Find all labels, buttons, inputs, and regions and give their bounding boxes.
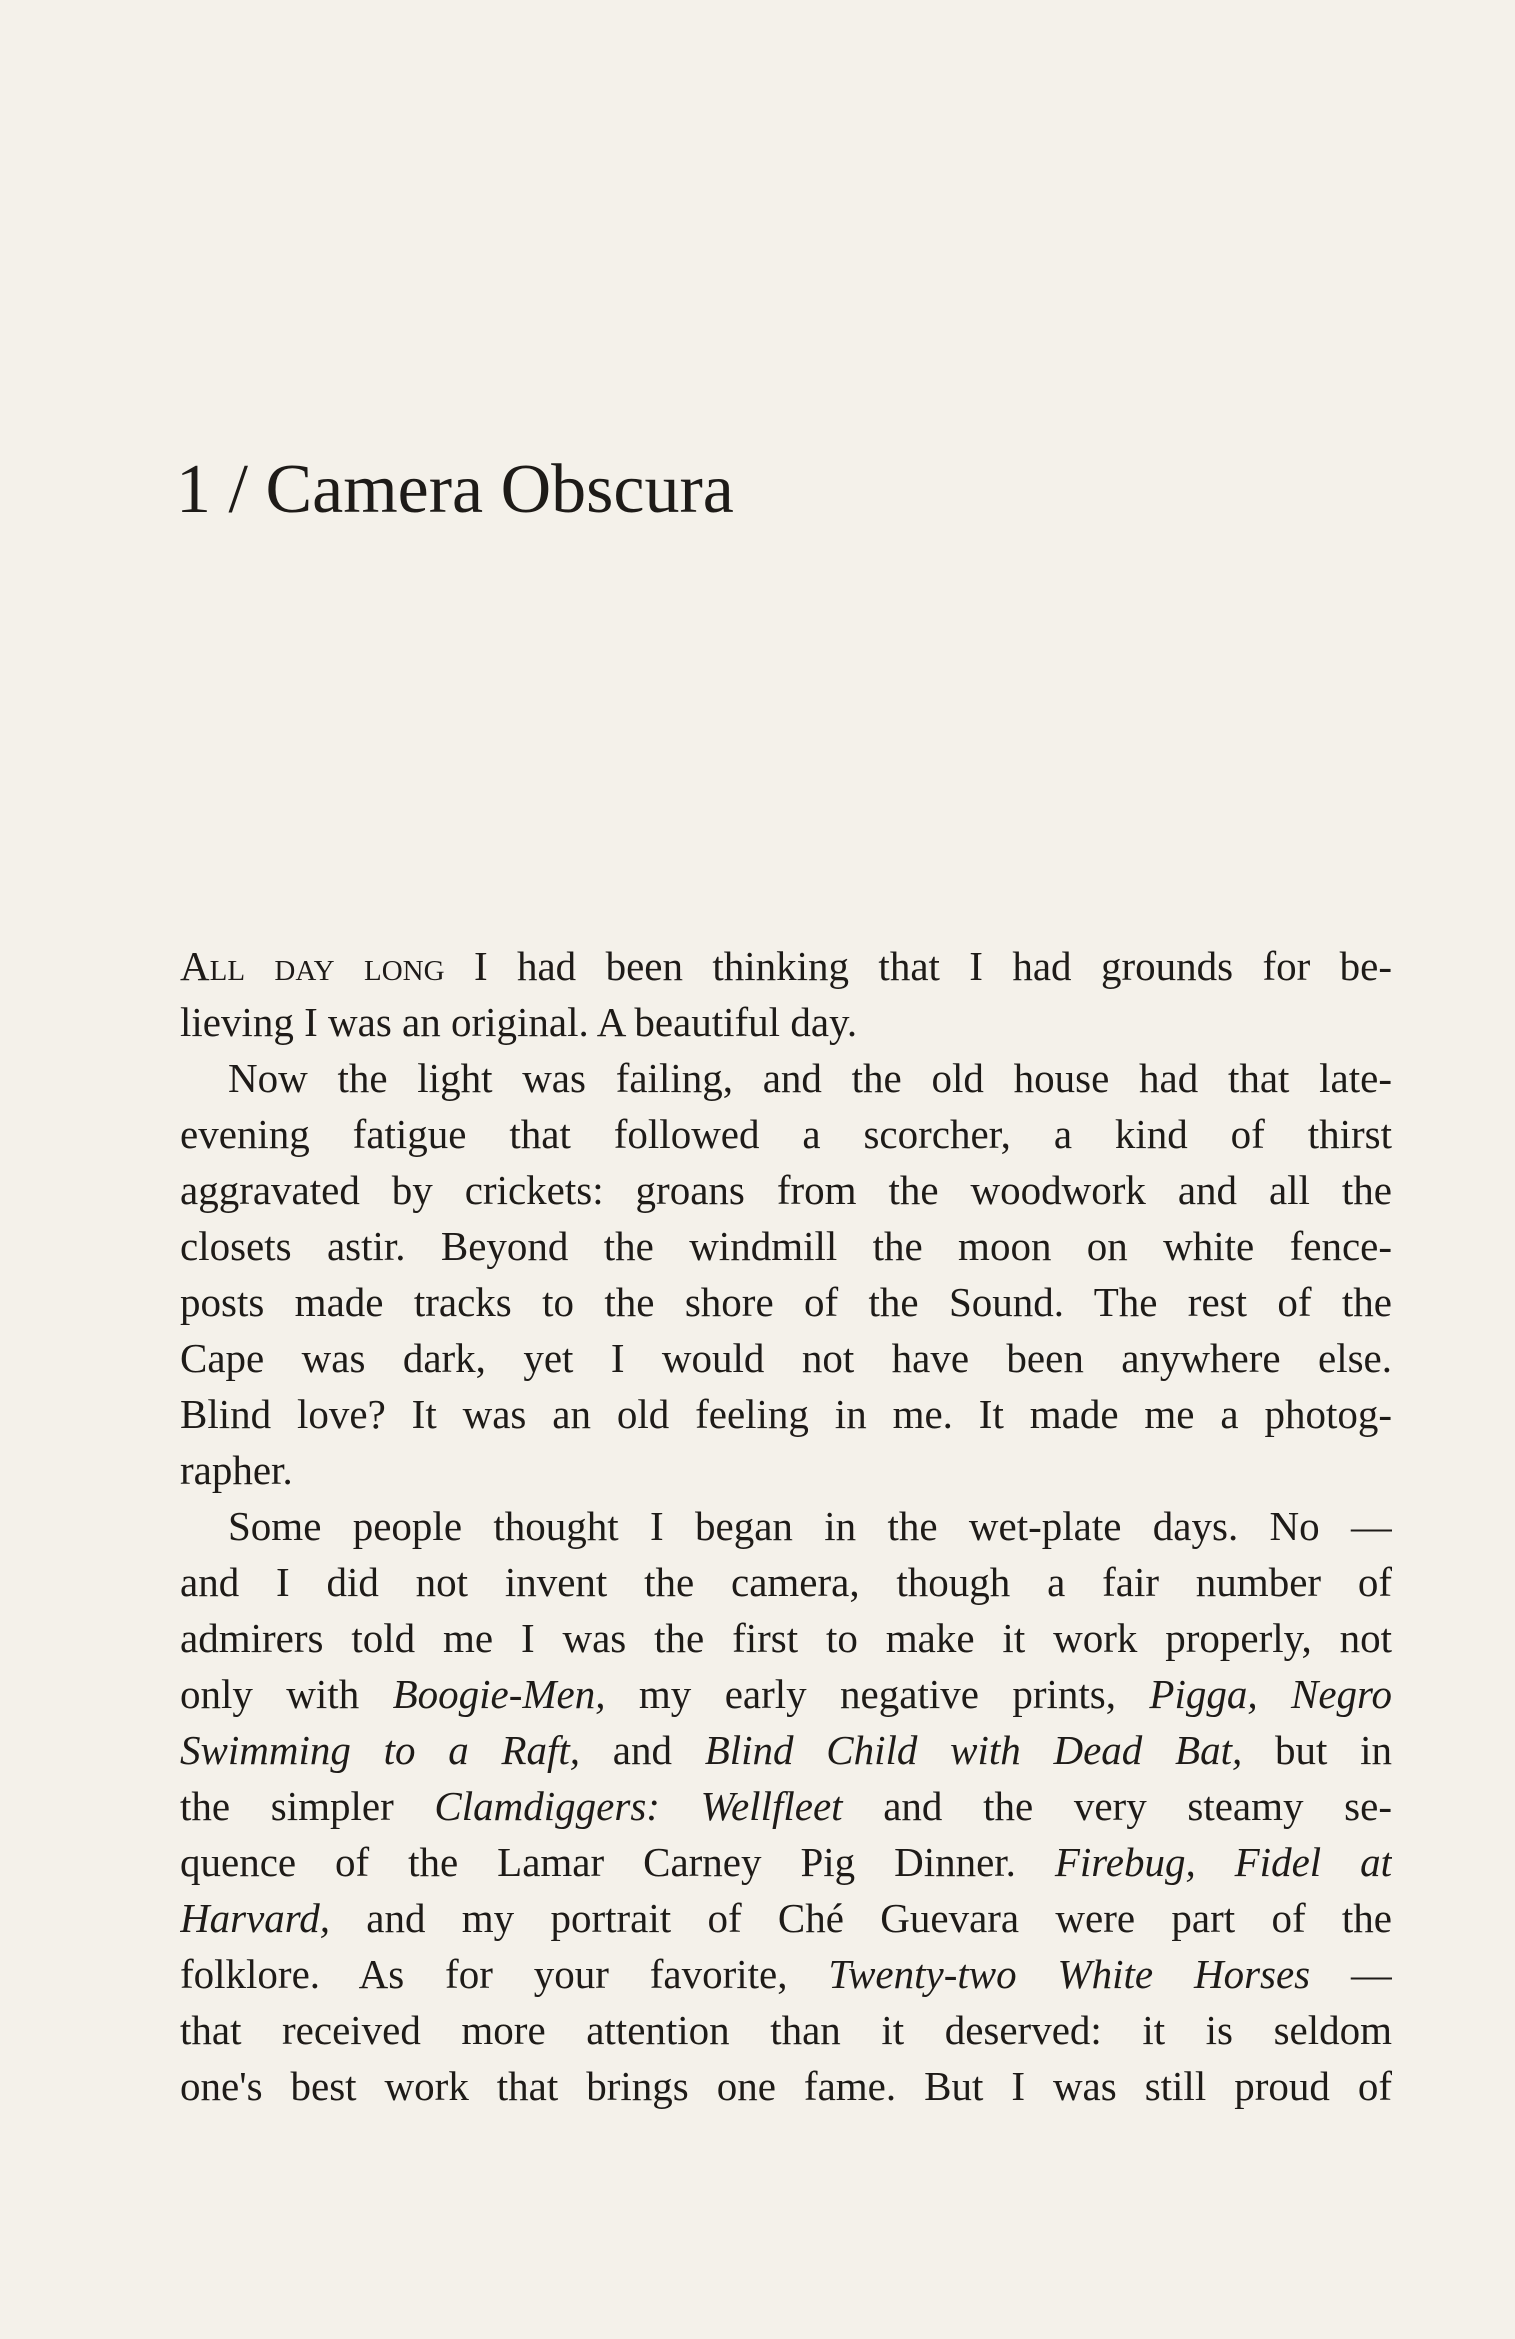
- title-swimming: Swimming to a Raft,: [180, 1727, 581, 1773]
- text-line-12: and I did not invent the camera, though a fair number of: [180, 1559, 1392, 1605]
- text-line-6: closets astir. Beyond the windmill the moon on white fence-: [180, 1223, 1392, 1269]
- text-line-10: rapher.: [180, 1447, 293, 1493]
- title-clamdiggers: Clamdiggers: Wellfleet: [434, 1783, 843, 1829]
- text-line-16: the simpler Clamdiggers: Wellfleet and the very steamy se-: [180, 1783, 1392, 1829]
- text-line-17: quence of the Lamar Carney Pig Dinner. Firebug, Fidel at: [180, 1839, 1392, 1885]
- title-white-horses: Twenty-two White Horses: [828, 1951, 1311, 1997]
- text-line-18: Harvard, and my portrait of Ché Guevara were part of the: [180, 1895, 1392, 1941]
- text-line-13: admirers told me I was the first to make it work properly, not: [180, 1615, 1392, 1661]
- text-line-14: only with Boogie-Men, my early negative prints, Pigga, Negro: [180, 1671, 1392, 1717]
- body-text: [180, 938, 1392, 2114]
- title-harvard: Harvard,: [180, 1895, 330, 1941]
- text-line-1: All day long I had been thinking that I had grounds for be-: [180, 943, 1392, 989]
- title-blind-child: Blind Child with Dead Bat,: [704, 1727, 1243, 1773]
- text-line-11: Some people thought I began in the wet-plate days. No —: [228, 1503, 1392, 1549]
- title-boogie-men: Boogie-Men,: [392, 1671, 606, 1717]
- title-pigga: Pigga, Negro: [1149, 1671, 1392, 1717]
- text-line-9: Blind love? It was an old feeling in me. It made me a photog-: [180, 1391, 1392, 1437]
- text-line-3: Now the light was failing, and the old house had that late-: [228, 1055, 1392, 1101]
- text-line-5: aggravated by crickets: groans from the woodwork and all the: [180, 1167, 1392, 1213]
- text-line-7: posts made tracks to the shore of the Sound. The rest of the: [180, 1279, 1392, 1325]
- text-line-15: Swimming to a Raft, and Blind Child with Dead Bat, but in: [180, 1727, 1392, 1773]
- text-line-2: lieving I was an original. A beautiful day.: [180, 999, 858, 1045]
- opening-small-caps: All day long: [180, 943, 445, 989]
- text-line-19: folklore. As for your favorite, Twenty-two White Horses —: [180, 1951, 1392, 1997]
- text-line-20: that received more attention than it deserved: it is seldom: [180, 2007, 1392, 2053]
- text-line-8: Cape was dark, yet I would not have been anywhere else.: [180, 1335, 1392, 1381]
- chapter-title: 1 / Camera Obscura: [176, 451, 734, 528]
- text-line-4: evening fatigue that followed a scorcher, a kind of thirst: [180, 1111, 1392, 1157]
- title-firebug: Firebug, Fidel at: [1054, 1839, 1392, 1885]
- text-line-21: one's best work that brings one fame. But I was still proud of: [180, 2063, 1392, 2109]
